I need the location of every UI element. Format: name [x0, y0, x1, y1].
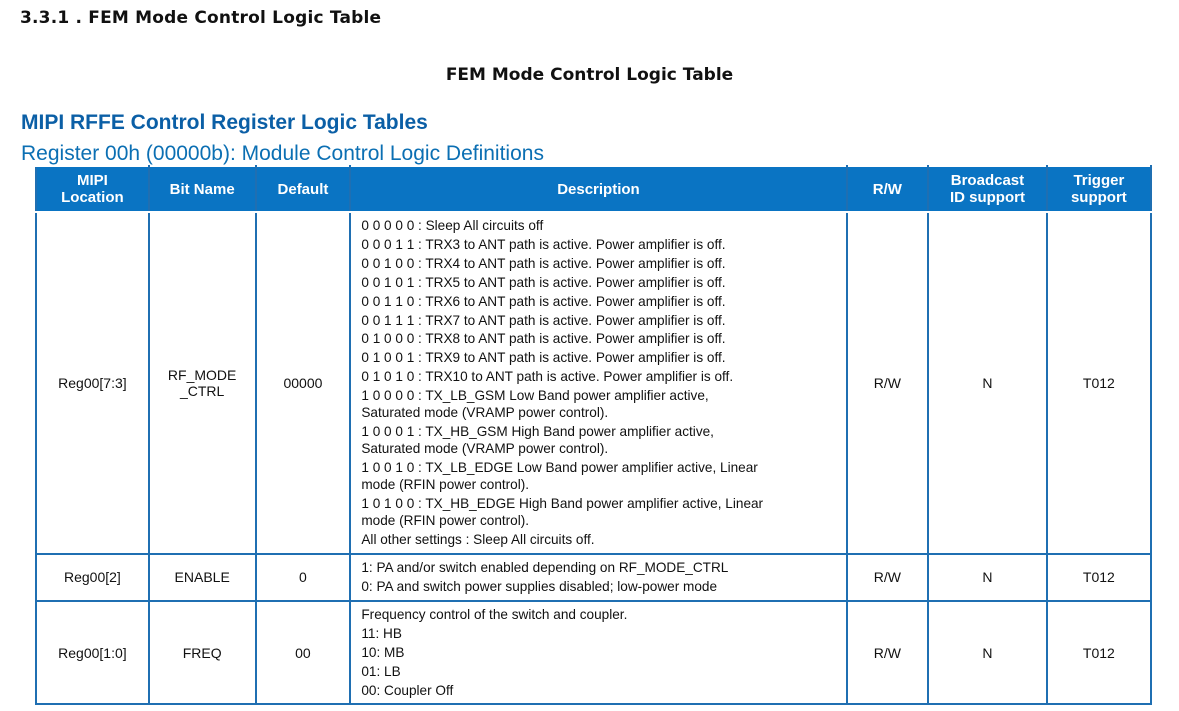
table-row [36, 601, 1151, 705]
description-line: 10: MB [361, 644, 405, 660]
description-line: 1 0 0 1 0 : TX_LB_EDGE Low Band power amplifier active, Linear mode (RFIN power control). [361, 460, 758, 493]
description-line: 0 0 1 0 1 : TRX5 to ANT path is active. Power amplifier is off. [361, 274, 726, 290]
description-line: 11: HB [361, 625, 402, 641]
description-line: 01: LB [361, 663, 401, 679]
cell-default: 00000 [256, 212, 351, 554]
register-logic-table [35, 165, 1152, 705]
cell-rw: R/W [847, 554, 929, 601]
cell-location: Reg00[2] [36, 554, 149, 601]
header-description: Description [350, 166, 846, 212]
cell-bit-name: RF_MODE _CTRL [149, 212, 256, 554]
cell-rw: R/W [847, 212, 929, 554]
description-line: 0 0 1 1 0 : TRX6 to ANT path is active. Power amplifier is off. [361, 293, 726, 309]
description-line: 1 0 0 0 1 : TX_HB_GSM High Band power amplifier active, Saturated mode (VRAMP power control). [361, 424, 714, 457]
tables-heading: MIPI RFFE Control Register Logic Tables [21, 111, 428, 134]
description-line: 0 1 0 1 0 : TRX10 to ANT path is active. Power amplifier is off. [361, 369, 734, 385]
cell-broadcast: N [928, 601, 1047, 705]
description-line: 1 0 1 0 0 : TX_HB_EDGE High Band power amplifier active, Linear mode (RFIN power control). [361, 496, 764, 529]
description-line: 1 0 0 0 0 : TX_LB_GSM Low Band power amplifier active, Saturated mode (VRAMP power control). [361, 388, 709, 421]
description-line: 0 1 0 0 1 : TRX9 to ANT path is active. Power amplifier is off. [361, 350, 726, 366]
description-line: 0 0 1 1 1 : TRX7 to ANT path is active. Power amplifier is off. [361, 312, 726, 328]
header-broadcast-id-support: Broadcast ID support [928, 166, 1047, 212]
cell-description [350, 601, 846, 705]
description-line: 0 0 0 0 0 : Sleep All circuits off [361, 218, 544, 233]
table-header-row [36, 166, 1151, 212]
cell-description [350, 212, 846, 554]
cell-trigger: T012 [1047, 601, 1151, 705]
description-line: 0 0 0 1 1 : TRX3 to ANT path is active. Power amplifier is off. [361, 236, 726, 252]
table-row [36, 554, 1151, 601]
description-line: 0 1 0 0 0 : TRX8 to ANT path is active. Power amplifier is off. [361, 331, 726, 347]
description-line: 00: Coupler Off [361, 682, 454, 698]
cell-bit-name: FREQ [149, 601, 256, 705]
register-heading: Register 00h (00000b): Module Control Logic Definitions [21, 142, 544, 165]
header-mipi-location: MIPI Location [36, 166, 149, 212]
cell-description [350, 554, 846, 601]
cell-rw: R/W [847, 601, 929, 705]
description-line: 1: PA and/or switch enabled depending on RF_MODE_CTRL [361, 560, 729, 576]
header-trigger-support: Trigger support [1047, 166, 1151, 212]
description-line: Frequency control of the switch and coupler. [361, 606, 628, 622]
cell-default: 00 [256, 601, 351, 705]
cell-location: Reg00[1:0] [36, 601, 149, 705]
description-line: All other settings : Sleep All circuits off. [361, 532, 595, 548]
cell-broadcast: N [928, 554, 1047, 601]
description-line: 0 0 1 0 0 : TRX4 to ANT path is active. Power amplifier is off. [361, 255, 726, 271]
table-caption: FEM Mode Control Logic Table [445, 65, 734, 85]
cell-trigger: T012 [1047, 554, 1151, 601]
cell-trigger: T012 [1047, 212, 1151, 554]
header-default: Default [256, 166, 351, 212]
cell-location: Reg00[7:3] [36, 212, 149, 554]
description-line: 0: PA and switch power supplies disabled; low-power mode [361, 578, 717, 594]
header-rw: R/W [847, 166, 929, 212]
section-heading: 3.3.1 . FEM Mode Control Logic Table [20, 8, 382, 28]
header-bit-name: Bit Name [149, 166, 256, 212]
cell-bit-name: ENABLE [149, 554, 256, 601]
table-row [36, 212, 1151, 554]
cell-broadcast: N [928, 212, 1047, 554]
cell-default: 0 [256, 554, 351, 601]
